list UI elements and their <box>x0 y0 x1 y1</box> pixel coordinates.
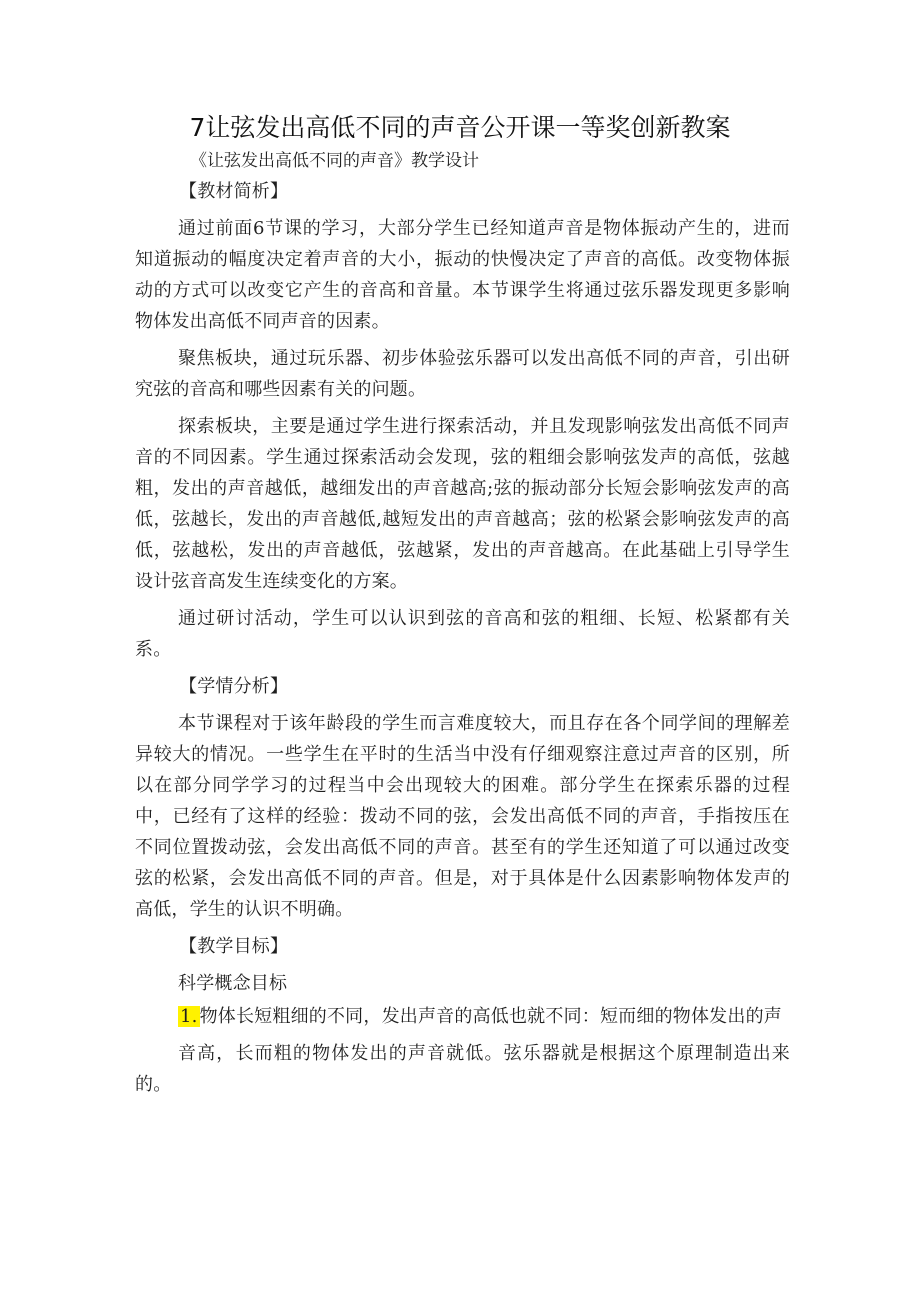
section-heading-textbook: 【教材简析】 <box>179 181 289 202</box>
objective-label: 科学概念目标 <box>178 973 288 994</box>
document-title: 7让弦发出高低不同的声音公开课一等奖创新教案 <box>189 113 731 142</box>
list-number-highlight: 1. <box>180 1006 198 1027</box>
section-heading-objectives: 【教学目标】 <box>179 936 289 957</box>
paragraph: 探索板块，主要是通过学生进行探索活动，并且发现影响弦发出高低不同声音的不同因素。学生通过探索活动会发现，弦的粗细会影响弦发声的高低，弦越粗，发出的声音越低，越细发出的声音越高;弦的振动部分长短会影响弦发声的高低，弦越长，发出的声音越低,越短发出的声音越高；弦的松紧会影响弦发声的高低，弦越松，发出的声音越低，弦越紧，发出的声音越高。在此基础上引导学生设计弦音高发生连续变化的方案。 <box>135 416 790 592</box>
paragraph: 通过前面6节课的学习，大部分学生已经知道声音是物体振动产生的，进而知道振动的幅度决定着声音的大小，振动的快慢决定了声音的高低。改变物体振动的方式可以改变它产生的音高和音量。本节课学生将通过弦乐器发现更多影响物体发出高低不同声音的因素。 <box>135 218 790 332</box>
paragraph: 聚焦板块，通过玩乐器、初步体验弦乐器可以发出高低不同的声音，引出研究弦的音高和哪些因素有关的问题。 <box>135 348 790 400</box>
paragraph: 音高，长而粗的物体发出的声音就低。弦乐器就是根据这个原理制造出来的。 <box>135 1043 790 1095</box>
section-heading-student-analysis: 【学情分析】 <box>179 676 289 697</box>
paragraph: 本节课程对于该年龄段的学生而言难度较大，而且存在各个同学间的理解差异较大的情况。一些学生在平时的生活当中没有仔细观察注意过声音的区别，所以在部分同学学习的过程当中会出现较大的困难。部分学生在探索乐器的过程中，已经有了这样的经验：拨动不同的弦，会发出高低不同的声音，手指按压在不同位置拨动弦，会发出高低不同的声音。甚至有的学生还知道了可以通过改变弦的松紧，会发出高低不同的声音。但是，对于具体是什么因素影响物体发声的高低，学生的认识不明确。 <box>135 713 790 920</box>
objective-item <box>135 1001 790 1032</box>
document-body <box>135 170 790 1100</box>
document-subtitle: 《让弦发出高低不同的声音》教学设计 <box>190 151 479 171</box>
paragraph: 通过研讨活动，学生可以认识到弦的音高和弦的粗细、长短、松紧都有关系。 <box>135 608 790 660</box>
objective-item-text: 物体长短粗细的不同，发出声音的高低也就不同：短而细的物体发出的声 <box>199 1006 782 1027</box>
